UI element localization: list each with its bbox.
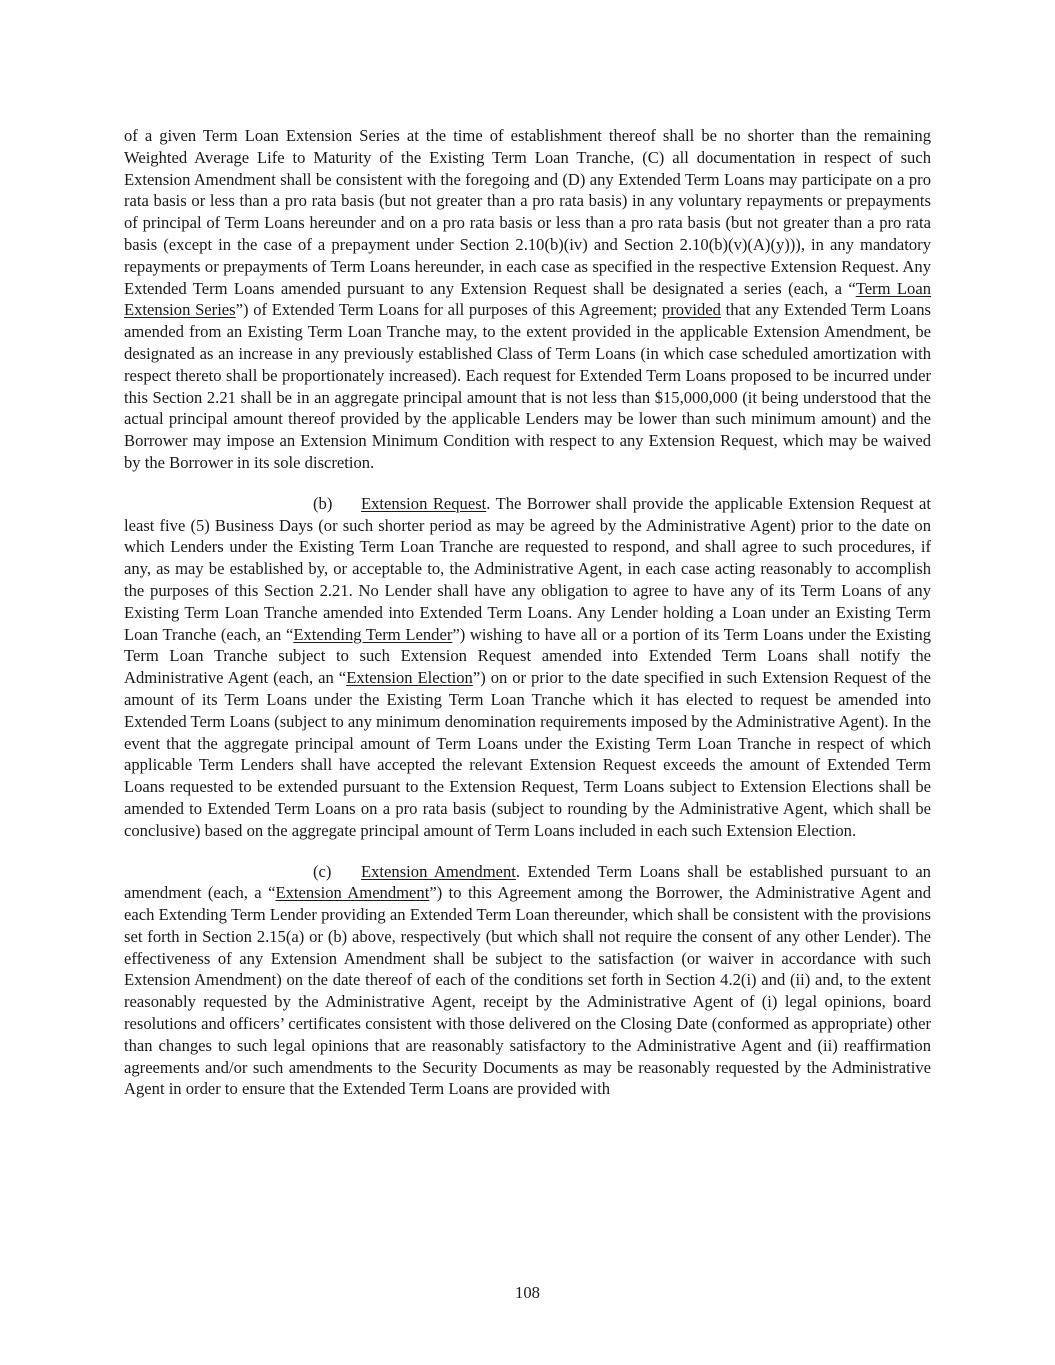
- paragraph-c: (c) Extension Amendment. Extended Term Loans shall be established pursuant to an amendment (each, a “Extension Amendment”) to this Agreement among the Borrower, the Administrative Agent and each Extending Term Lender providing an Extended Term Loan thereunder, which shall be consistent with the provisions set forth in Section 2.15(a) or (b) above, respectively (but which shall not require the consent of any other Lender). The effectiveness of any Extension Amendment shall be subject to the satisfaction (or waiver in accordance with such Extension Amendment) on the date thereof of each of the conditions set forth in Section 4.2(i) and (ii) and, to the extent reasonably requested by the Administrative Agent, receipt by the Administrative Agent of (i) legal opinions, board resolutions and officers’ certificates consistent with those delivered on the Closing Date (conformed as appropriate) other than changes to such legal opinions that are reasonably satisfactory to the Administrative Agent and (ii) reaffirmation agreements and/or such amendments to the Security Documents as may be reasonably requested by the Administrative Agent in order to ensure that the Extended Term Loans are provided with: [124, 861, 931, 1099]
- paragraph-c-letter: (c): [313, 861, 332, 881]
- defined-term-extension-amendment: Extension Amendment: [275, 883, 430, 903]
- paragraph-b: (b) Extension Request. The Borrower shall provide the applicable Extension Request at least five (5) Business Days (or such shorter period as may be agreed by the Administrative Agent) prior to the date on which Lenders under the Existing Term Loan Tranche are requested to respond, and shall agree to such procedures, if any, as may be established by, or acceptable to, the Administrative Agent, in each case acting reasonably to accomplish the purposes of this Section 2.21. No Lender shall have any obligation to agree to have any of its Term Loans of any Existing Term Loan Tranche amended into Extended Term Loans. Any Lender holding a Loan under an Existing Term Loan Tranche (each, an “Extending Term Lender”) wishing to have all or a portion of its Term Loans under the Existing Term Loan Tranche subject to such Extension Request amended into Extended Term Loans shall notify the Administrative Agent (each, an “Extension Election”) on or prior to the date specified in such Extension Request of the amount of its Term Loans under the Existing Term Loan Tranche which it has elected to request be amended into Extended Term Loans (subject to any minimum denomination requirements imposed by the Administrative Agent). In the event that the aggregate principal amount of Term Loans under the Existing Term Loan Tranche in respect of which applicable Term Lenders shall have accepted the relevant Extension Request exceeds the amount of Extended Term Loans requested to be extended pursuant to the Extension Request, Term Loans subject to Extension Elections shall be amended to Extended Term Loans on a pro rata basis (subject to rounding by the Administrative Agent, which shall be conclusive) based on the aggregate principal amount of Term Loans included in each such Extension Election.: [124, 493, 932, 840]
- paragraph-a-continuation: of a given Term Loan Extension Series at the time of establishment thereof shall be no shorter than the remaining Weighted Average Life to Maturity of the Existing Term Loan Tranche, (C) all documentation in respect of such Extension Amendment shall be consistent with the foregoing and (D) any Extended Term Loans may participate on a pro rata basis or less than a pro rata basis (but not greater than a pro rata basis) in any voluntary repayments or prepayments of principal of Term Loans hereunder and on a pro rata basis or less than a pro rata basis (but not greater than a pro rata basis (except in the case of a prepayment under Section 2.10(b)(iv) and Section 2.10(b)(v)(A)(y))), in any mandatory repayments or prepayments of Term Loans hereunder, in each case as specified in the respective Extension Request. Any Extended Term Loans amended pursuant to any Extension Request shall be designated a series (each, a “Term Loan Extension Series”) of Extended Term Loans for all purposes of this Agreement; provided that any Extended Term Loans amended from an Existing Term Loan Tranche may, to the extent provided in the applicable Extension Amendment, be designated as an increase in any previously established Class of Term Loans (in which case scheduled amortization with respect thereto shall be proportionately increased). Each request for Extended Term Loans proposed to be incurred under this Section 2.21 shall be in an aggregate principal amount that is not less than $15,000,000 (it being understood that the actual principal amount thereof provided by the applicable Lenders may be lower than such minimum amount) and the Borrower may impose an Extension Minimum Condition with respect to any Extension Request, which may be waived by the Borrower in its sole discretion.: [124, 126, 931, 472]
- paragraph-b-heading: Extension Request: [361, 493, 487, 513]
- paragraph-b-letter: (b): [313, 493, 333, 513]
- defined-term-extending-term-lender: Extending Term Lender: [293, 624, 453, 644]
- provided-term: provided: [661, 300, 721, 320]
- defined-term-extension-election: Extension Election: [346, 668, 473, 688]
- document-body: [124, 125, 931, 1119]
- paragraph-c-heading: Extension Amendment: [361, 861, 516, 881]
- defined-term-term-loan-extension-series: Term Loan Extension Series: [124, 278, 931, 320]
- page-number: 108: [515, 1283, 540, 1302]
